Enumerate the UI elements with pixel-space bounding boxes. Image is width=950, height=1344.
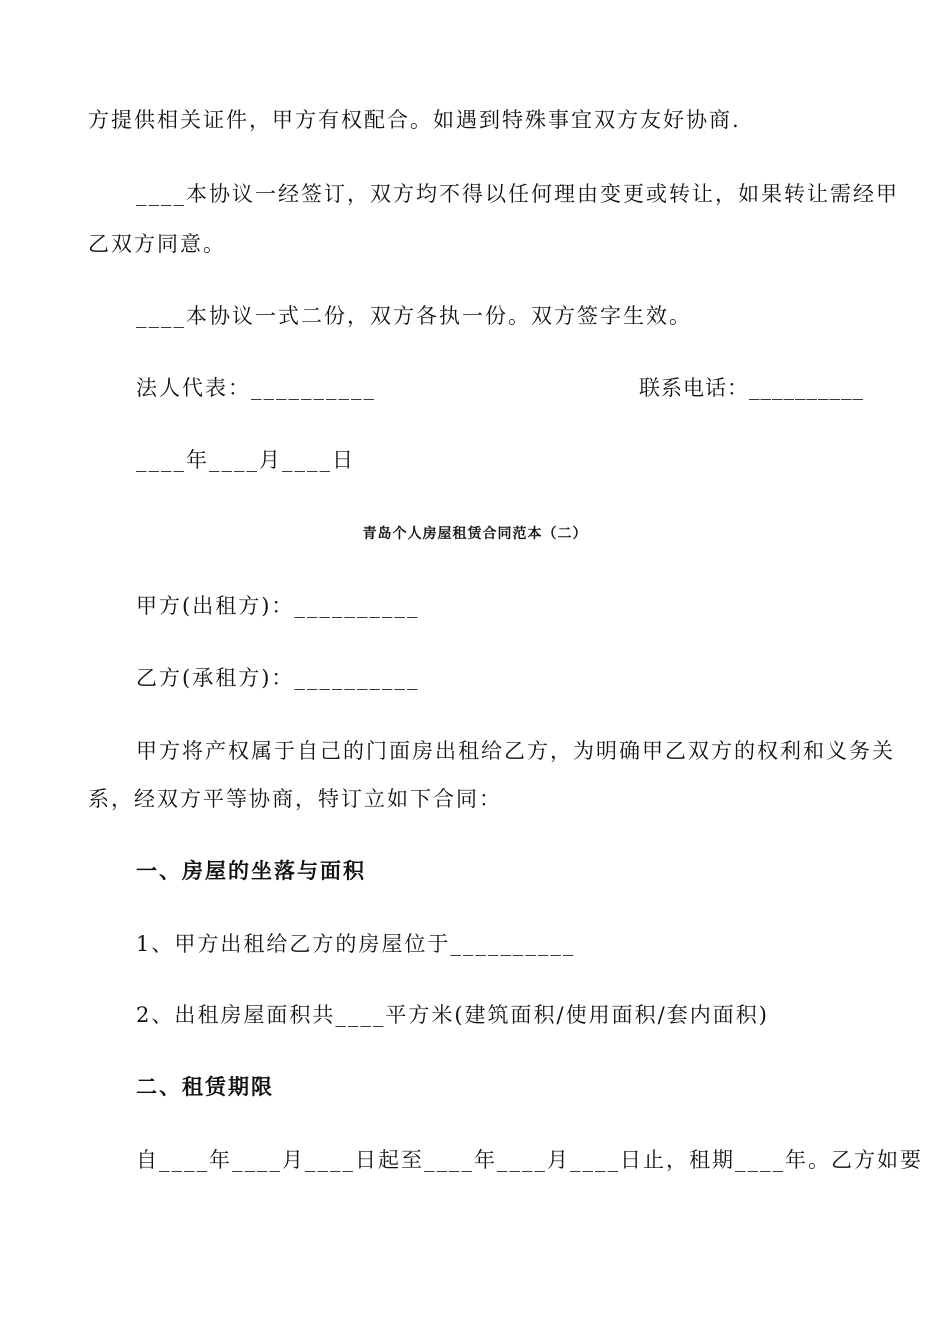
- section-heading: 一、房屋的坐落与面积: [136, 858, 366, 883]
- party-a-field: 甲方(出租方)：__________: [136, 594, 420, 618]
- contact-phone-field: 联系电话：__________: [639, 376, 864, 400]
- paragraph-line: ____本协议一经签订，双方均不得以任何理由变更或转让，如果转让需经甲: [136, 182, 899, 206]
- list-item: 2、出租房屋面积共____平方米(建筑面积/使用面积/套内面积): [136, 1003, 769, 1027]
- section-heading: 二、租赁期限: [136, 1074, 274, 1099]
- date-line: ____年____月____日: [136, 448, 355, 472]
- document-title: 青岛个人房屋租赁合同范本（二）: [362, 526, 588, 542]
- party-b-field: 乙方(承租方)：__________: [136, 666, 420, 690]
- paragraph-line: 乙双方同意。: [88, 232, 226, 256]
- paragraph-line: 系，经双方平等协商，特订立如下合同：: [88, 787, 502, 811]
- paragraph-line: 方提供相关证件，甲方有权配合。如遇到特殊事宜双方友好协商.: [88, 108, 741, 132]
- paragraph-line: ____本协议一式二份，双方各执一份。双方签字生效。: [136, 304, 692, 328]
- list-item: 1、甲方出租给乙方的房屋位于__________: [136, 932, 576, 956]
- paragraph-line: 甲方将产权属于自己的门面房出租给乙方，为明确甲乙双方的权利和义务关: [136, 739, 895, 763]
- paragraph-line: 自____年____月____日起至____年____月____日止，租期____年。乙方如要: [136, 1148, 923, 1172]
- legal-representative-field: 法人代表：__________: [136, 376, 376, 400]
